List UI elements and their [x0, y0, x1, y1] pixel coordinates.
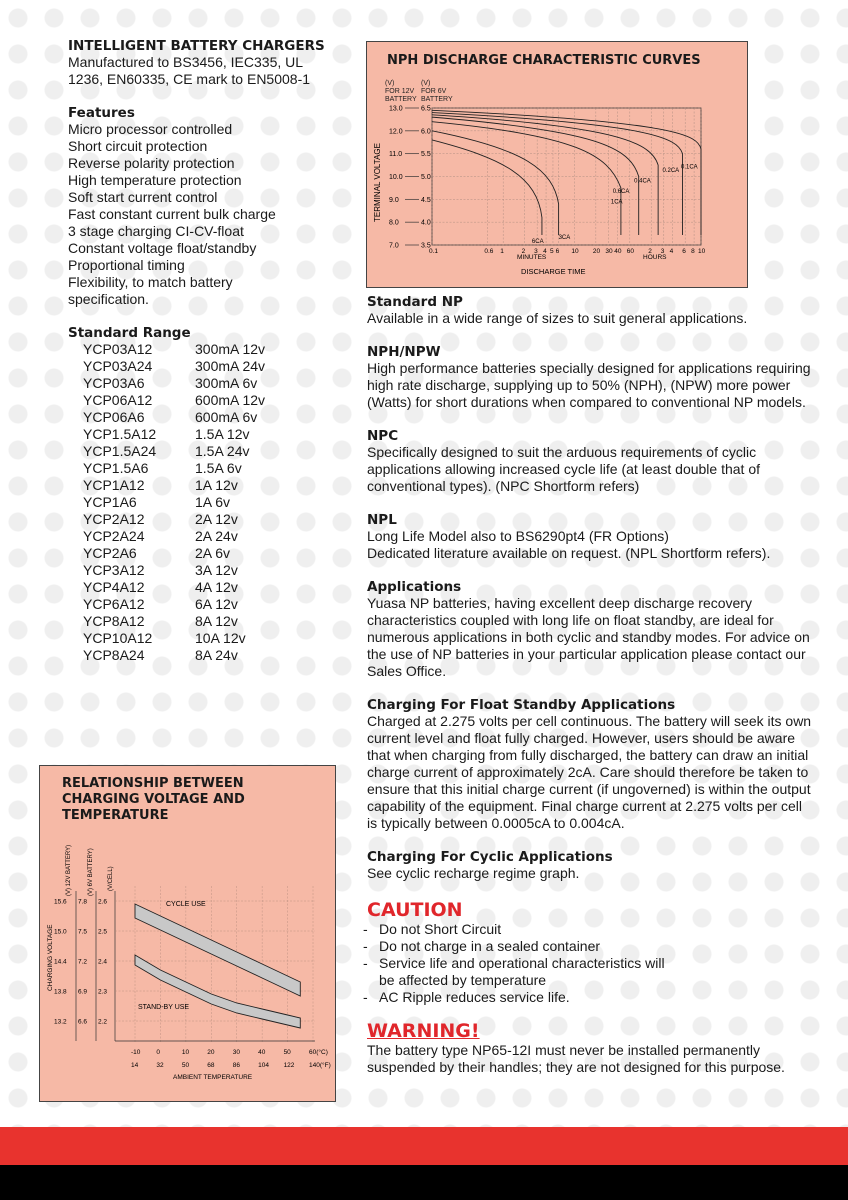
range-rating: 300mA 24v [195, 358, 266, 374]
range-model: YCP03A24 [83, 358, 153, 374]
range-rating: 1A 6v [195, 494, 231, 510]
x-tick-label: 8 [691, 248, 695, 255]
x-tick-label: 20 [592, 248, 601, 255]
discharge-ylabel: TERMINAL VOLTAGE [373, 143, 382, 222]
discharge-curve-6CA [432, 140, 542, 235]
discharge-chart-title: NPH DISCHARGE CHARACTERISTIC CURVES [387, 53, 701, 68]
xf-tick-label: 32 [156, 1062, 164, 1069]
right-column [367, 294, 812, 1076]
range-rating: 6A 12v [195, 596, 238, 612]
info-section [367, 428, 812, 495]
discharge-curve-0.2CA [432, 113, 683, 235]
xc-tick-label: -10 [131, 1049, 141, 1056]
x-tick-label: 3 [534, 248, 538, 255]
sections [367, 294, 812, 882]
range-rating: 2A 24v [195, 528, 238, 544]
y12-tick-label: 13.8 [54, 988, 67, 996]
y6-tick-label: 7.5 [78, 928, 88, 936]
caution-item: - Do not charge in a sealed container [367, 938, 812, 955]
y6-tick-label: 5.0 [421, 174, 431, 181]
standard-range-table [83, 341, 338, 664]
y12-tick-label: 15.6 [54, 898, 67, 906]
y12-tick-label: 9.0 [389, 196, 399, 204]
feature-item: Proportional timing [68, 257, 185, 273]
range-rating: 8A 24v [195, 647, 238, 663]
xc-tick-label: 40 [258, 1049, 266, 1056]
y6-header-line: BATTERY [421, 96, 453, 103]
ycell-tick-label: 2.6 [98, 898, 108, 906]
range-rating: 8A 12v [195, 613, 238, 629]
range-model: YCP3A12 [83, 562, 145, 578]
range-model: YCP8A12 [83, 613, 145, 629]
range-model: YCP03A12 [83, 341, 153, 357]
xc-tick-label: 10 [181, 1049, 190, 1056]
standby-use-label: STAND-BY USE [138, 1004, 190, 1011]
footer-black-band [0, 1165, 848, 1200]
axis-header-6v: (V) 6V BATTERY) [88, 848, 94, 896]
range-model: YCP1.5A12 [83, 426, 157, 442]
y6-tick-label: 3.5 [421, 242, 431, 250]
features-section [68, 105, 338, 308]
y12-tick-label: 11.0 [389, 151, 403, 159]
range-model: YCP2A6 [83, 545, 137, 561]
temp-title-line: RELATIONSHIP BETWEEN [62, 776, 244, 791]
discharge-curve-1CA [432, 122, 621, 235]
curve-label: 0.2CA [662, 168, 680, 175]
discharge-curve-3CA [432, 131, 559, 235]
range-model: YCP10A12 [83, 630, 153, 646]
info-section [367, 294, 812, 327]
cycle-use-band [135, 904, 300, 996]
range-model: YCP6A12 [83, 596, 145, 612]
ycell-tick-label: 2.2 [98, 1018, 108, 1026]
xc-tick-label: 20 [207, 1049, 215, 1056]
range-rating: 1A 12v [195, 477, 238, 493]
temperature-chart [40, 766, 335, 1101]
discharge-curves [432, 110, 701, 245]
footer-red-band [0, 1127, 848, 1165]
axis-header-cell: (V/CELL) [108, 866, 114, 891]
range-rating: 300mA 12v [195, 341, 266, 357]
x-tick-label: 10 [698, 248, 706, 255]
x-tick-label: 40 [614, 248, 622, 255]
caution-item: - Service life and operational characteristics will be affected by temperature [367, 955, 679, 989]
section-body: Charged at 2.275 volts per cell continuous. The battery will seek its own current level and float fully charged. However, users should be aware that when charging from fully discharged, the battery can draw an initial charge current of approximately 2cA. Care should therefore be taken to ensure that this initial charge current (if ungoverned) is within the output capability of the equipment. Final charge current at 2.275 volts per cell is typically between 0.0005cA to 0.004cA. [367, 713, 812, 831]
features-title: Features [68, 105, 135, 121]
section-title: NPC [367, 428, 399, 444]
discharge-chart-panel [366, 41, 748, 288]
feature-item: Fast constant current bulk charge [68, 206, 276, 222]
x-tick-label: 2 [648, 248, 652, 255]
x-tick-label: 3 [660, 248, 665, 255]
y12-tick-label: 13.0 [389, 105, 403, 113]
xf-tick-label: 122 [283, 1062, 295, 1069]
section-body: See cyclic recharge regime graph. [367, 865, 580, 881]
xf-tick-label: 50 [181, 1062, 190, 1069]
curve-label: 0.1CA [681, 164, 698, 171]
y6-tick-label: 6.0 [421, 128, 431, 136]
range-rating: 1.5A 6v [195, 460, 242, 476]
xf-tick-label: 68 [207, 1062, 215, 1069]
temp-ylabel: CHARGING VOLTAGE [47, 924, 54, 991]
section-title: Charging For Float Standby Applications [367, 697, 676, 713]
y6-header-line: (V) [421, 80, 431, 87]
info-section [367, 344, 812, 411]
range-rating: 2A 6v [195, 545, 231, 561]
x-tick-label: 2 [521, 248, 526, 255]
y12-tick-label: 8.0 [389, 219, 399, 227]
x-tick-label: 10 [571, 248, 579, 255]
section-title: Standard NP [367, 294, 463, 310]
section-body: Yuasa NP batteries, having excellent deep discharge recovery characteristics coupled with long life on float standby, are ideal for numerous applications in both cyclic and standby modes. For advice on the use of NP batteries in your particular application please contact our Sales Office. [367, 595, 810, 679]
y12-header-line: (V) [385, 80, 395, 87]
caution-item: - Do not Short Circuit [367, 921, 812, 938]
y6-tick-label: 5.5 [421, 151, 431, 159]
section-title: NPL [367, 512, 397, 528]
x-tick-label: 5 [549, 248, 554, 255]
left-column [68, 38, 338, 664]
discharge-chart [367, 42, 747, 287]
y12-header-line: FOR 12V [385, 88, 415, 95]
info-section [367, 697, 812, 832]
info-section [367, 849, 812, 882]
range-rating: 2A 12v [195, 511, 238, 527]
y6-header-line: FOR 6V [421, 88, 447, 95]
feature-item: High temperature protection [68, 172, 242, 188]
chargers-title: INTELLIGENT BATTERY CHARGERS [68, 38, 325, 54]
feature-item: specification. [68, 291, 149, 307]
temp-xlabel: AMBIENT TEMPERATURE [173, 1074, 253, 1081]
xf-tick-label: 104 [258, 1062, 270, 1069]
range-model: YCP1A6 [83, 494, 137, 510]
y12-tick-label: 13.2 [54, 1018, 67, 1026]
standby-use-band [135, 955, 300, 1028]
y6-tick-label: 4.5 [421, 196, 431, 204]
x-tick-label: 6 [555, 248, 560, 255]
range-rating: 1.5A 12v [195, 426, 250, 442]
range-model: YCP06A12 [83, 392, 153, 408]
x-tick-label: 4 [543, 248, 547, 255]
curve-label: 0.4CA [634, 178, 651, 185]
range-rating: 10A 12v [195, 630, 246, 646]
info-section [367, 512, 812, 562]
ycell-tick-label: 2.4 [98, 958, 108, 966]
range-rating: 1.5A 24v [195, 443, 250, 459]
y6-tick-label: 6.6 [78, 1018, 88, 1026]
curve-label: 0.6CA [612, 189, 630, 195]
range-model: YCP8A24 [83, 647, 145, 663]
range-model: YCP1A12 [83, 477, 145, 493]
ycell-tick-label: 2.5 [98, 928, 108, 936]
temp-title-line: CHARGING VOLTAGE AND [62, 792, 245, 807]
section-body: Specifically designed to suit the arduous requirements of cyclic applications allowing increased cycle life (at least double that of conventional types). (NPC Shortform refers) [367, 444, 761, 494]
y12-tick-label: 15.0 [54, 928, 67, 936]
xc-tick-label: 30 [232, 1049, 240, 1056]
caution-list [367, 921, 812, 1006]
feature-item: Constant voltage float/standby [68, 240, 257, 256]
feature-item: Soft start current control [68, 189, 218, 205]
chargers-body: Manufactured to BS3456, IEC335, UL 1236, EN60335, CE mark to EN5008-1 [68, 54, 311, 87]
range-rating: 3A 12v [195, 562, 238, 578]
range-model: YCP06A6 [83, 409, 145, 425]
xf-tick-label: 86 [232, 1062, 240, 1069]
y6-tick-label: 7.8 [78, 898, 88, 906]
curve-label: 3CA [558, 235, 571, 241]
warning-body: The battery type NP65-12I must never be installed permanently suspended by their handles; they are not designed for this purpose. [367, 1042, 785, 1075]
xf-tick-label: 14 [131, 1062, 139, 1069]
standard-range-title: Standard Range [68, 325, 191, 341]
range-model: YCP1.5A24 [83, 443, 157, 459]
xc-tick-label: 0 [156, 1049, 161, 1056]
y6-tick-label: 6.9 [78, 988, 88, 996]
x-tick-label: 0.1 [429, 248, 439, 255]
section-body: High performance batteries specially designed for applications requiring high rate discharge, supplying up to 50% (NPH), (NPW) more power (Watts) for short durations when compared to conventional NP models. [367, 360, 811, 410]
range-rating: 600mA 6v [195, 409, 258, 425]
curve-label: 6CA [531, 239, 544, 245]
x-tick-label: 1 [500, 248, 504, 255]
caution-title: CAUTION [367, 899, 463, 921]
temperature-chart-panel [39, 765, 336, 1102]
caution-item: - AC Ripple reduces service life. [367, 989, 812, 1006]
x-unit-minutes: MINUTES [517, 254, 547, 261]
range-model: YCP03A6 [83, 375, 145, 391]
feature-item: Micro processor controlled [68, 121, 233, 137]
y6-tick-label: 4.0 [421, 219, 431, 227]
range-model: YCP2A24 [83, 528, 145, 544]
y6-tick-label: 7.2 [78, 958, 88, 966]
xc-tick-label: 60(°C) [309, 1049, 328, 1056]
x-tick-label: 60 [626, 248, 635, 255]
range-model: YCP4A12 [83, 579, 145, 595]
range-model: YCP1.5A6 [83, 460, 149, 476]
x-tick-label: 4 [669, 248, 674, 255]
section-body: Long Life Model also to BS6290pt4 (FR Options) Dedicated literature available on request. (NPL Shortform refers). [367, 528, 771, 561]
range-rating: 300mA 6v [195, 375, 258, 391]
info-section [367, 579, 812, 680]
y12-tick-label: 14.4 [54, 958, 67, 966]
xc-tick-label: 50 [283, 1049, 291, 1056]
x-unit-hours: HOURS [643, 254, 667, 261]
section-title: Applications [367, 579, 462, 595]
y12-tick-label: 10.0 [389, 174, 403, 181]
range-model: YCP2A12 [83, 511, 145, 527]
feature-item: Short circuit protection [68, 138, 208, 154]
y12-tick-label: 12.0 [389, 128, 403, 136]
x-tick-label: 30 [605, 248, 613, 255]
discharge-curve-0.1CA [432, 110, 701, 235]
range-rating: 600mA 12v [195, 392, 266, 408]
axis-header-12v: (V) 12V BATTERY) [66, 844, 72, 896]
chargers-section [68, 38, 338, 88]
curve-label: 1CA [610, 199, 623, 206]
section-title: Charging For Cyclic Applications [367, 849, 613, 865]
feature-item: Flexibility, to match battery [68, 274, 233, 290]
discharge-xlabel: DISCHARGE TIME [521, 267, 586, 276]
standard-range-section [68, 325, 338, 664]
cycle-use-label: CYCLE USE [166, 901, 206, 908]
section-body: Available in a wide range of sizes to suit general applications. [367, 310, 748, 326]
range-rating: 4A 12v [195, 579, 238, 595]
x-tick-label: 6 [682, 248, 686, 255]
y12-tick-label: 7.0 [389, 242, 399, 250]
ycell-tick-label: 2.3 [98, 988, 108, 996]
feature-item: 3 stage charging CI-CV-float [68, 223, 244, 239]
y12-header-line: BATTERY [385, 96, 417, 103]
warning-title: WARNING! [367, 1020, 480, 1042]
xf-tick-label: 140(°F) [309, 1062, 331, 1069]
y6-tick-label: 6.5 [421, 105, 431, 113]
section-title: NPH/NPW [367, 344, 441, 360]
feature-item: Reverse polarity protection [68, 155, 235, 171]
temp-title-line: TEMPERATURE [62, 808, 169, 823]
x-tick-label: 0.6 [484, 248, 494, 255]
